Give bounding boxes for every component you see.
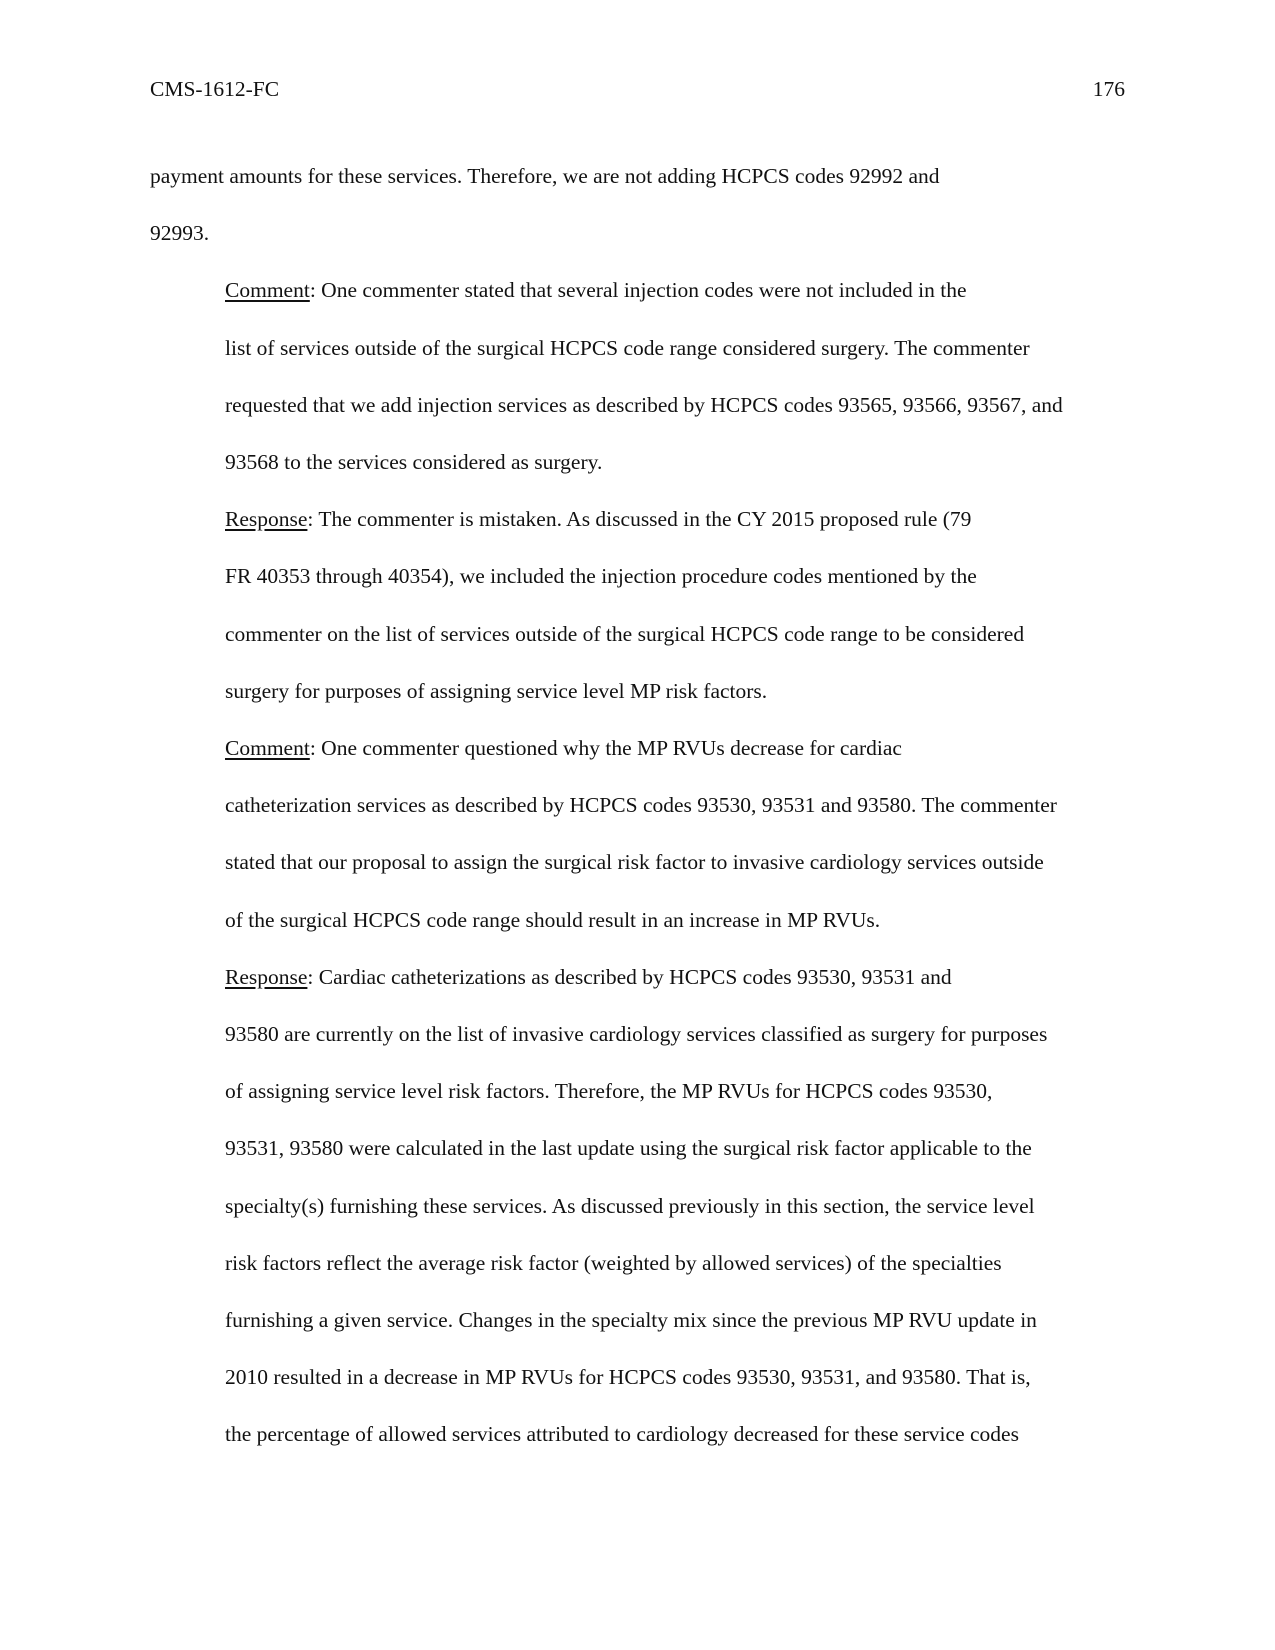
text-line: catheterization services as described by HCPCS codes 93530, 93531 and 93580. The commenter [225, 793, 1057, 818]
text-line: FR 40353 through 40354), we included the injection procedure codes mentioned by the [225, 564, 977, 589]
paragraph-comment [150, 720, 1125, 949]
text-line: 92993. [150, 221, 210, 246]
comment-label: Comment [225, 278, 310, 303]
text-line: furnishing a given service. Changes in the specialty mix since the previous MP RVU update in [225, 1308, 1037, 1333]
text-line: 2010 resulted in a decrease in MP RVUs for HCPCS codes 93530, 93531, and 93580. That is, [225, 1365, 1031, 1390]
paragraph-response [150, 949, 1125, 1464]
text-line [150, 491, 1125, 548]
document-id: CMS-1612-FC [150, 77, 280, 101]
response-label: Response [225, 964, 308, 989]
text-line: of the surgical HCPCS code range should result in an increase in MP RVUs. [225, 907, 881, 932]
text-line [150, 949, 1125, 1006]
text-line: specialty(s) furnishing these services. As discussed previously in this section, the service level [225, 1193, 1035, 1218]
text-line: 93568 to the services considered as surgery. [225, 450, 603, 475]
text-line: stated that our proposal to assign the surgical risk factor to invasive cardiology services outside [225, 850, 1044, 875]
text-line: risk factors reflect the average risk factor (weighted by allowed services) of the specialties [225, 1250, 1002, 1275]
text-run: : One commenter stated that several injection codes were not included in the [309, 278, 967, 303]
text-line: list of services outside of the surgical HCPCS code range considered surgery. The commenter [225, 335, 1030, 360]
text-line: payment amounts for these services. Therefore, we are not adding HCPCS codes 92992 and [150, 164, 940, 188]
text-run: : One commenter questioned why the MP RVUs decrease for cardiac [309, 736, 902, 761]
text-line [150, 720, 1125, 777]
page-number: 176 [1092, 77, 1125, 101]
text-line: of assigning service level risk factors. Therefore, the MP RVUs for HCPCS codes 93530, [225, 1079, 993, 1104]
text-line: commenter on the list of services outside of the surgical HCPCS code range to be considered [225, 621, 1025, 646]
page-header [150, 74, 1125, 104]
paragraph-comment [150, 262, 1125, 491]
text-line: 93531, 93580 were calculated in the last update using the surgical risk factor applicable to the [225, 1136, 1032, 1161]
paragraph-response [150, 491, 1125, 720]
text-run: : The commenter is mistaken. As discussed in the CY 2015 proposed rule (79 [307, 507, 972, 532]
text-line [150, 262, 1125, 319]
paragraph-continuation [150, 148, 1125, 262]
response-label: Response [225, 507, 308, 532]
text-line: the percentage of allowed services attributed to cardiology decreased for these service codes [225, 1422, 1019, 1447]
text-line: 93580 are currently on the list of invasive cardiology services classified as surgery for purposes [225, 1022, 1048, 1047]
text-line: surgery for purposes of assigning service level MP risk factors. [225, 678, 768, 703]
text-run: : Cardiac catheterizations as described by HCPCS codes 93530, 93531 and [307, 964, 952, 989]
comment-label: Comment [225, 736, 310, 761]
text-line: requested that we add injection services as described by HCPCS codes 93565, 93566, 93567, and [225, 392, 1063, 417]
document-body [150, 148, 1125, 1464]
